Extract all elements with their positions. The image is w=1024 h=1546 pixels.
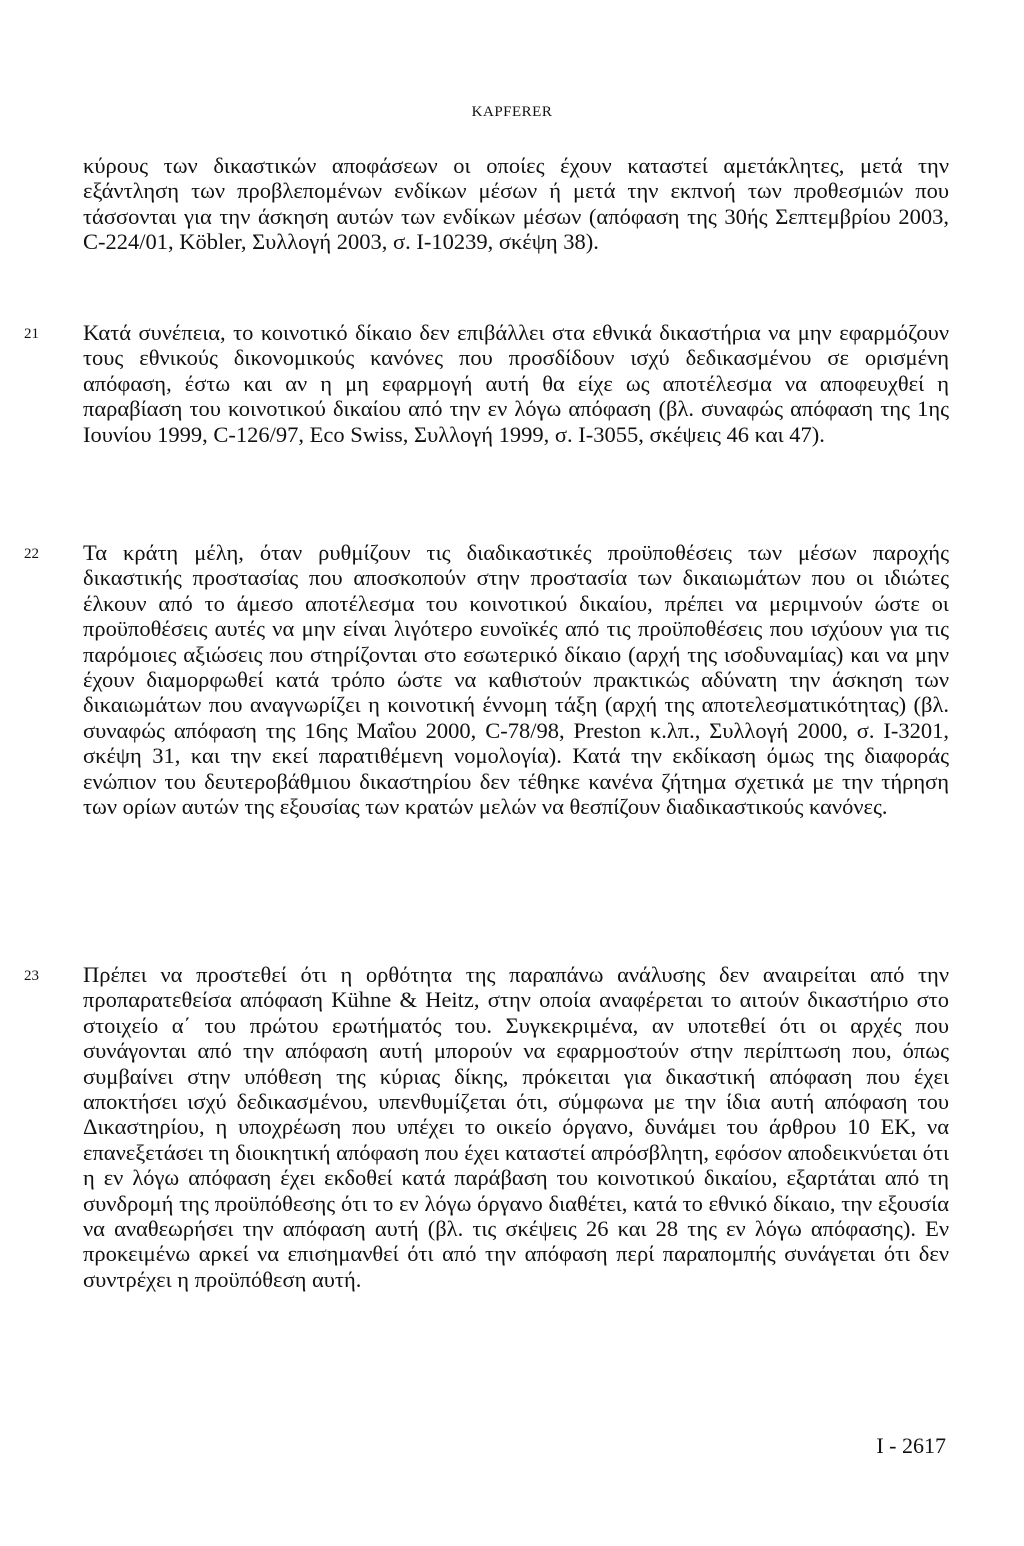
paragraph-number: 23: [24, 968, 39, 984]
running-header: KAPFERER: [471, 104, 553, 120]
page-number: I - 2617: [876, 1433, 946, 1458]
paragraph-22: Τα κράτη μέλη, όταν ρυθμίζουν τις διαδικαστικές προϋποθέσεις των μέσων παροχής δικαστικής προστασίας που αποσκοπούν στην προστασία των δικαιωμάτων που οι ιδιώτες έλκουν από το άμεσο αποτέλεσμα του κοινοτικού δικαίου, πρέπει να μεριμνούν ώστε οι προϋποθέσεις αυτές να μην είναι λιγότερο ευνοϊκές από τις προϋποθέσεις που ισχύουν για τις παρόμοιες αξιώσεις που στηρίζονται στο εσωτερικό δίκαιο (αρχή της ισοδυναμίας) και να μην έχουν διαμορφωθεί κατά τρόπο ώστε να καθιστούν πρακτικώς αδύνατη την άσκηση των δικαιωμάτων που αναγνωρίζει η κοινοτική έννομη τάξη (αρχή της αποτελεσματικότητας) (βλ. συναφώς απόφαση της 16ης Μαΐου 2000, C-78/98, Preston κ.λπ., Συλλογή 2000, σ. I-3201, σκέψη 31, και την εκεί παρατιθέμενη νομολογία). Κατά την εκδίκαση όμως της διαφοράς ενώπιον του δευτεροβάθμιου δικαστηρίου δεν τέθηκε κανένα ζήτημα σχετικά με την τήρηση των ορίων αυτών της εξουσίας των κρατών μελών να θεσπίζουν διαδικαστικούς κανόνες.: [83, 540, 949, 820]
paragraph-number: 21: [24, 326, 39, 342]
paragraph-23: Πρέπει να προστεθεί ότι η ορθότητα της παραπάνω ανάλυσης δεν αναιρείται από την προπαρατεθείσα απόφαση Kühne & Heitz, στην οποία αναφέρεται το αιτούν δικαστήριο στο στοιχείο α΄ του πρώτου ερωτήματός του. Συγκεκριμένα, αν υποτεθεί ότι οι αρχές που συνάγονται από την απόφαση αυτή μπορούν να εφαρμοστούν στην περίπτωση που, όπως συμβαίνει στην υπόθεση της κύριας δίκης, πρόκειται για δικαστική απόφαση που έχει αποκτήσει ισχύ δεδικασμένου, υπενθυμίζεται ότι, σύμφωνα με την ίδια αυτή απόφαση του Δικαστηρίου, η υποχρέωση που υπέχει το οικείο όργανο, δυνάμει του άρθρου 10 ΕΚ, να επανεξετάσει τη διοικητική απόφαση που έχει καταστεί απρόσβλητη, εφόσον αποδεικνύεται ότι η εν λόγω απόφαση έχει εκδοθεί κατά παράβαση του κοινοτικού δικαίου, εξαρτάται από τη συνδρομή της προϋπόθεσης ότι το εν λόγω όργανο διαθέτει, κατά το εθνικό δίκαιο, την εξουσία να αναθεωρήσει την απόφαση αυτή (βλ. τις σκέψεις 26 και 28 της εν λόγω απόφασης). Εν προκειμένω αρκεί να επισημανθεί ότι από την απόφαση περί παραπομπής συνάγεται ότι δεν συντρέχει η προϋπόθεση αυτή.: [83, 962, 949, 1292]
paragraph-number: 22: [24, 546, 39, 562]
paragraph-21: Κατά συνέπεια, το κοινοτικό δίκαιο δεν επιβάλλει στα εθνικά δικαστήρια να μην εφαρμόζουν τους εθνικούς δικονομικούς κανόνες που προσδίδουν ισχύ δεδικασμένου σε ορισμένη απόφαση, έστω και αν η μη εφαρμογή αυτή θα είχε ως αποτέλεσμα να αποφευχθεί η παραβίαση του κοινοτικού δικαίου από την εν λόγω απόφαση (βλ. συναφώς απόφαση της 1ης Ιουνίου 1999, C-126/97, Eco Swiss, Συλλογή 1999, σ. I-3055, σκέψεις 46 και 47).: [83, 320, 949, 447]
paragraph-continuation: κύρους των δικαστικών αποφάσεων οι οποίες έχουν καταστεί αμετάκλητες, μετά την εξάντληση των προβλεπομένων ενδίκων μέσων ή μετά την εκπνοή των προθεσμιών που τάσσονται για την άσκηση αυτών των ενδίκων μέσων (απόφαση της 30ής Σεπτεμβρίου 2003, C-224/01, Köbler, Συλλογή 2003, σ. I-10239, σκέψη 38).: [83, 153, 949, 255]
